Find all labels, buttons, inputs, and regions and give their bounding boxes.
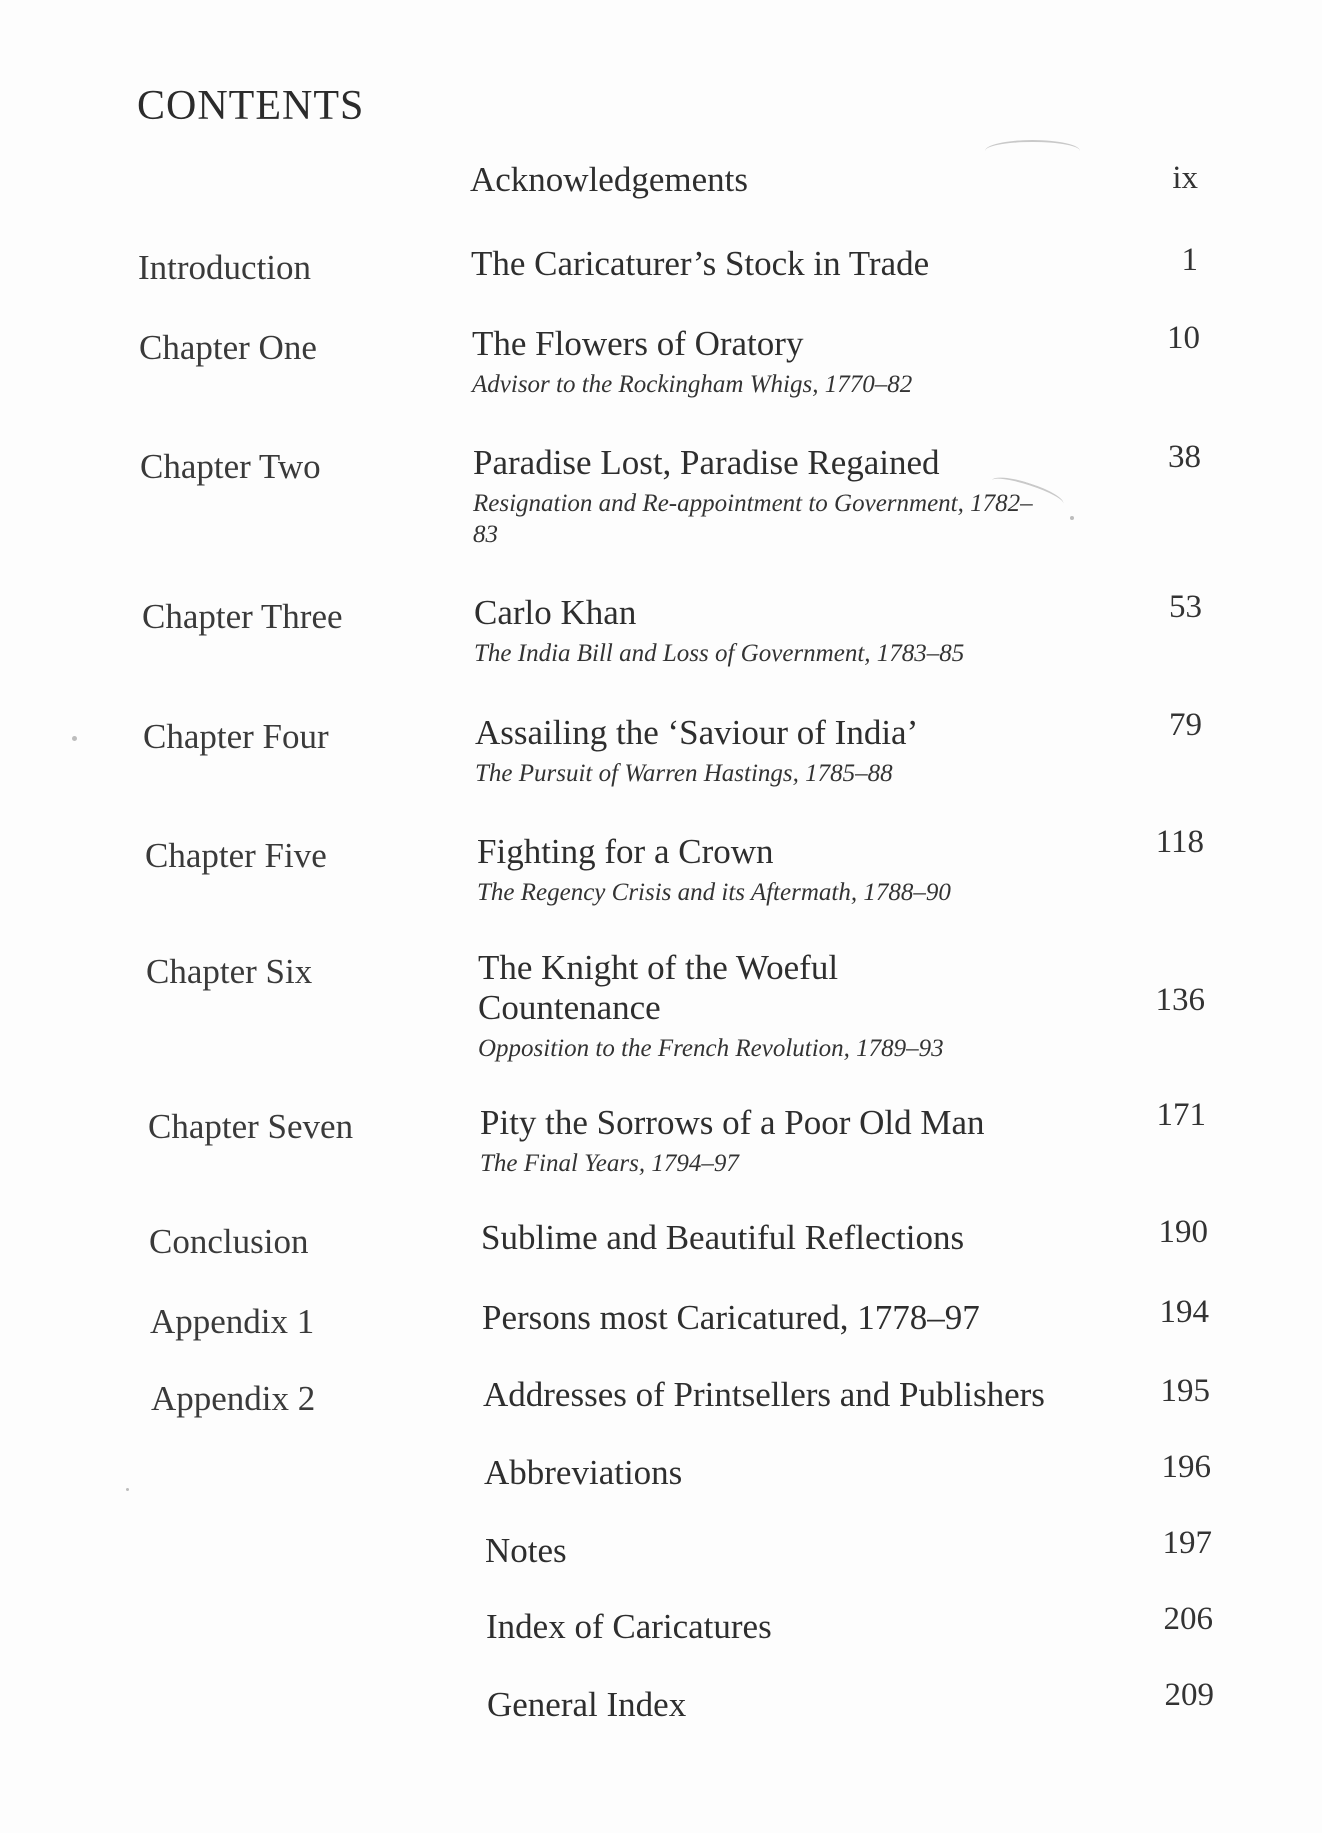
entry-title[interactable] [486, 1607, 1056, 1647]
entry-title-text: The Flowers of Oratory [472, 324, 804, 363]
entry-title[interactable] [480, 1103, 1050, 1179]
scan-speck [126, 1488, 129, 1491]
entry-subtitle: The India Bill and Loss of Government, 1783–85 [474, 640, 965, 667]
entry-page-number: 209 [1164, 1677, 1214, 1713]
page-title: CONTENTS [137, 83, 365, 129]
entry-title-text: Addresses of Printsellers and Publishers [483, 1375, 1045, 1414]
entry-subtitle: Advisor to the Rockingham Whigs, 1770–82 [472, 371, 913, 398]
entry-title[interactable] [483, 1375, 1103, 1415]
entry-subtitle: The Regency Crisis and its Aftermath, 1788–90 [477, 879, 951, 906]
entry-title[interactable] [475, 713, 1045, 789]
entry-title-text: The Knight of the Woeful Countenance [478, 948, 839, 1027]
entry-title[interactable] [474, 593, 1044, 669]
entry-label: Chapter Four [143, 717, 329, 756]
entry-page-number: 171 [1156, 1097, 1206, 1133]
entry-subtitle: The Final Years, 1794–97 [480, 1150, 739, 1177]
entry-title-text: Acknowledgements [470, 160, 748, 199]
entry-label: Chapter Seven [148, 1107, 354, 1146]
entry-title[interactable] [482, 1298, 1052, 1338]
entry-title-text: Pity the Sorrows of a Poor Old Man [480, 1103, 985, 1142]
entry-page-number: 196 [1161, 1449, 1211, 1485]
entry-page-number: 1 [1181, 242, 1198, 278]
entry-page-number: 194 [1159, 1294, 1209, 1330]
entry-subtitle: Resignation and Re-appointment to Government, 1782–83 [473, 490, 1033, 548]
entry-page-number: 136 [1155, 982, 1205, 1018]
entry-title[interactable] [472, 324, 1042, 400]
entry-label: Chapter One [139, 328, 317, 367]
entry-label: Chapter Six [146, 952, 313, 991]
entry-title-text: Fighting for a Crown [477, 832, 774, 871]
entry-label: Introduction [138, 248, 312, 287]
entry-title-text: Abbreviations [484, 1453, 683, 1492]
scan-speck [1070, 516, 1074, 520]
entry-label: Chapter Two [140, 447, 321, 486]
entry-page-number: 79 [1169, 707, 1202, 743]
entry-title[interactable] [481, 1218, 1051, 1258]
entry-page-number: 195 [1160, 1373, 1210, 1409]
entry-title-text: Sublime and Beautiful Reflections [481, 1218, 965, 1257]
entry-label: Conclusion [149, 1222, 309, 1261]
entry-title-text: Notes [485, 1531, 567, 1570]
entry-title-text: Index of Caricatures [486, 1607, 772, 1646]
entry-label: Chapter Three [142, 597, 343, 636]
entry-page-number: 206 [1163, 1601, 1213, 1637]
entry-title-text: Persons most Caricatured, 1778–97 [482, 1298, 980, 1337]
entry-page-number: 10 [1167, 320, 1200, 356]
entry-title[interactable] [473, 443, 1033, 550]
entry-page-number: 190 [1158, 1214, 1208, 1250]
entry-label: Chapter Five [145, 836, 327, 875]
entry-title-text: General Index [487, 1685, 687, 1724]
entry-title[interactable] [484, 1453, 1054, 1493]
entry-label: Appendix 2 [151, 1379, 316, 1418]
entry-subtitle: Opposition to the French Revolution, 1789–93 [478, 1035, 944, 1062]
entry-subtitle: The Pursuit of Warren Hastings, 1785–88 [475, 760, 893, 787]
entry-title-text: Assailing the ‘Saviour of India’ [475, 713, 919, 752]
entry-page-number: ix [1172, 160, 1198, 196]
scan-smudge [985, 140, 1080, 162]
entry-title[interactable] [478, 948, 944, 1064]
entry-page-number: 197 [1162, 1525, 1212, 1561]
entry-title[interactable] [471, 244, 1041, 284]
entry-label: Appendix 1 [150, 1302, 315, 1341]
entry-title-text: Paradise Lost, Paradise Regained [473, 443, 940, 482]
entry-title[interactable] [470, 160, 1040, 200]
entry-title[interactable] [487, 1685, 1057, 1725]
entry-title-text: The Caricaturer’s Stock in Trade [471, 244, 930, 283]
entry-title-text: Carlo Khan [474, 593, 637, 632]
entry-page-number: 118 [1155, 824, 1204, 860]
entry-page-number: 53 [1169, 589, 1202, 625]
entry-title[interactable] [485, 1531, 1055, 1571]
entry-title[interactable] [477, 832, 1047, 908]
scan-speck [72, 736, 77, 741]
entry-page-number: 38 [1168, 439, 1201, 475]
